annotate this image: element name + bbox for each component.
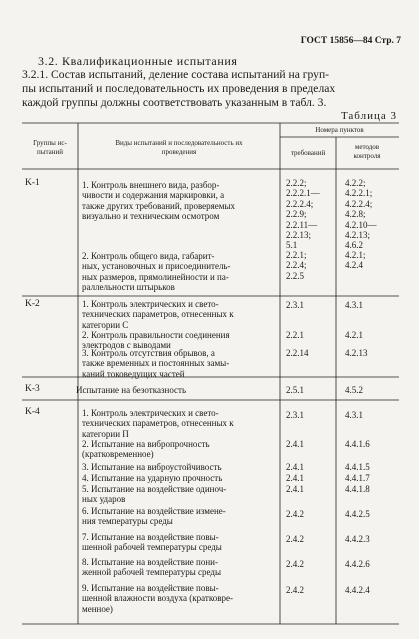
req-ref: 2.4.1	[286, 439, 304, 449]
test-item: Испытание на безотказность	[76, 385, 187, 395]
test-item: 1. Контроль электрических и свето- технических параметров, отнесенных к категории С	[82, 299, 234, 330]
col-header-points: Номера пунктов	[315, 126, 364, 134]
method-ref: 4.4.1.7	[345, 473, 370, 483]
req-ref: 2.4.1	[286, 484, 304, 494]
col-header-tests: Виды испытаний и последовательность их проведения	[115, 139, 243, 156]
test-item: 5. Испытание на воздействие одиноч- ных ударов	[82, 484, 227, 505]
method-ref: 4.4.1.8	[345, 484, 370, 494]
paragraph-line: каждой группы должны соответствовать указанным в табл. 3.	[22, 96, 327, 109]
col-header-group: Группы ис- пытаний	[33, 139, 67, 156]
running-header: ГОСТ 15856—84 Стр. 7	[300, 36, 401, 46]
test-item: 3. Испытание на виброустойчивость	[82, 462, 222, 472]
req-ref: 2.5.1	[286, 385, 304, 395]
test-item: 8. Испытание на воздействие пони- женной рабочей температуры среды	[82, 557, 222, 578]
req-ref: 2.3.1	[286, 410, 304, 420]
group-label: K-1	[25, 178, 40, 188]
paragraph-line: 3.2.1. Состав испытаний, деление состава испытаний на груп-	[22, 68, 330, 81]
test-item: 6. Испытание на воздействие измене- ния температуры среды	[82, 506, 226, 527]
paragraph-line: пы испытаний и последовательность их проведения в пределах	[22, 82, 336, 95]
table-caption: Таблица 3	[340, 110, 397, 122]
test-item: 3. Контроль отсутствия обрывов, а также временных и постоянных замы- каний токоведущих частей	[82, 348, 230, 379]
test-item: 9. Испытание на воздействие повы- шенной влажности воздуха (кратковре- менное)	[82, 583, 234, 614]
test-item: 2. Контроль правильности соединения электродов с выводами	[82, 330, 230, 351]
req-ref: 2.2.1; 2.2.4; 2.2.5	[286, 250, 307, 281]
test-item: 7. Испытание на воздействие повы- шенной рабочей температуры среды	[82, 532, 222, 553]
req-ref: 2.4.1	[286, 462, 304, 472]
group-label: K-4	[25, 407, 40, 417]
method-ref: 4.3.1	[345, 300, 363, 310]
method-ref: 4.2.13	[345, 348, 368, 358]
method-ref: 4.4.2.5	[345, 509, 370, 519]
req-ref: 2.2.2; 2.2.2.1— 2.2.2.4; 2.2.9; 2.2.11— 2.2.13; 5.1	[286, 178, 320, 251]
group-label: K-2	[25, 299, 40, 309]
req-ref: 2.4.2	[286, 559, 304, 569]
test-item: 2. Испытание на вибропрочность (кратковременное)	[82, 439, 210, 460]
req-ref: 2.4.2	[286, 534, 304, 544]
req-ref: 2.2.1	[286, 330, 304, 340]
method-ref: 4.2.1	[345, 330, 363, 340]
test-item: 1. Контроль внешнего вида, разбор- чивости и содержания маркировки, а также других требований, проверяемых визуально и техническим осмотром	[82, 180, 236, 222]
req-ref: 2.4.1	[286, 473, 304, 483]
req-ref: 2.4.2	[286, 509, 304, 519]
method-ref: 4.2.2; 4.2.2.1; 4.2.2.4; 4.2.8; 4.2.10— 4.2.13; 4.6.2	[345, 178, 377, 251]
method-ref: 4.3.1	[345, 410, 363, 420]
method-ref: 4.5.2	[345, 385, 363, 395]
method-ref: 4.4.1.6	[345, 439, 370, 449]
test-item: 4. Испытание на ударную прочность	[82, 473, 223, 483]
req-ref: 2.2.14	[286, 348, 309, 358]
group-label: K-3	[25, 384, 40, 394]
test-item: 2. Контроль общего вида, габарит- ных, установочных и присоединитель- ных размеров, прямолинейности и па- раллельности штырьков	[82, 251, 231, 293]
method-ref: 4.4.1.5	[345, 462, 370, 472]
req-ref: 2.4.2	[286, 585, 304, 595]
method-ref: 4.4.2.4	[345, 585, 370, 595]
section-title: 3.2. Квалификационные испытания	[38, 54, 238, 68]
test-item: 1. Контроль электрических и свето- технических параметров, отнесенных к категории П	[82, 408, 234, 439]
req-ref: 2.3.1	[286, 300, 304, 310]
method-ref: 4.4.2.3	[345, 534, 370, 544]
method-ref: 4.4.2.6	[345, 559, 370, 569]
col-header-req: требований	[290, 149, 326, 157]
col-header-meth: методов контроля	[353, 143, 381, 160]
method-ref: 4.2.1; 4.2.4	[345, 250, 366, 271]
